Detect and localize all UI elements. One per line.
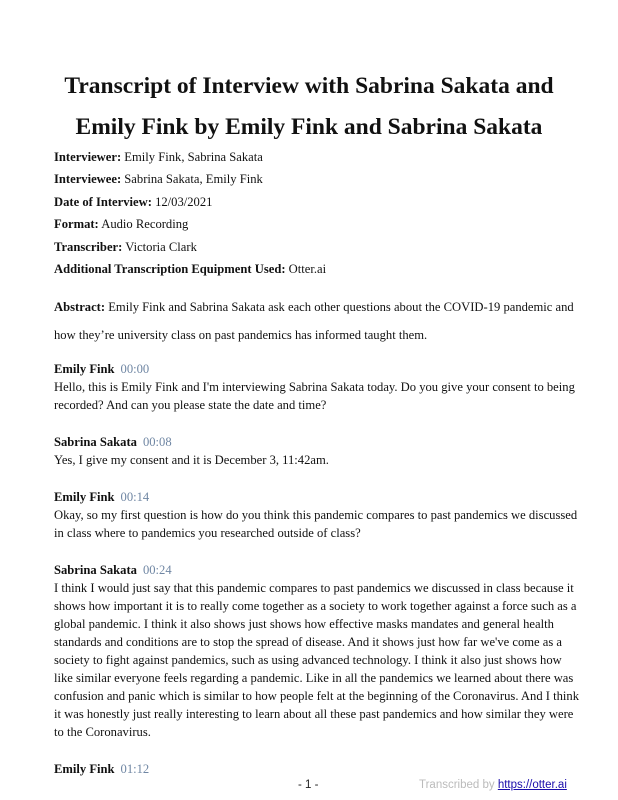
abstract <box>54 293 584 349</box>
utterance-line: Okay, so my first question is how do you think this pandemic compares to past pandemics we discussed <box>54 508 578 522</box>
speaker-name: Sabrina Sakata <box>54 435 137 449</box>
utterance-line: in class where to pandemics you researched outside of class? <box>54 526 361 540</box>
metadata-value: Otter.ai <box>288 261 327 276</box>
speaker-line <box>54 433 584 451</box>
metadata-value: Victoria Clark <box>125 239 197 254</box>
utterance-line: confusion and panic which is similar to how people felt at the beginning of the Coronavirus. And I think <box>54 689 579 703</box>
timestamp: 00:14 <box>120 490 150 504</box>
metadata-label: Format: <box>54 217 99 232</box>
document-title <box>0 66 618 148</box>
metadata-label: Additional Transcription Equipment Used: <box>54 261 286 276</box>
transcript-entry <box>54 360 584 414</box>
metadata-value: Emily Fink, Sabrina Sakata <box>124 150 263 164</box>
title-line: Emily Fink by Emily Fink and Sabrina Sakata <box>75 114 543 140</box>
utterance-line: I think I would just say that this pandemic compares to past pandemics we discussed in class because it <box>54 581 574 595</box>
page-number: - 1 - <box>298 779 319 791</box>
speaker-name: Sabrina Sakata <box>54 563 137 577</box>
timestamp: 00:24 <box>142 563 172 577</box>
speaker-name: Emily Fink <box>54 762 115 776</box>
metadata-label: Interviewee: <box>54 172 122 187</box>
metadata-row <box>54 170 326 192</box>
abstract-text: Emily Fink and Sabrina Sakata ask each other questions about the COVID-19 pandemic and how they’re university class on past pandemics has informed taught them. <box>54 300 574 342</box>
utterance-line: it was honestly just really interesting to learn about all these past pandemics and how similar they were <box>54 707 574 721</box>
metadata-row <box>54 260 326 282</box>
metadata-value: Sabrina Sakata, Emily Fink <box>124 172 263 187</box>
metadata-value: Audio Recording <box>101 217 189 232</box>
metadata-label: Date of Interview: <box>54 194 152 209</box>
timestamp: 01:12 <box>120 762 150 776</box>
speaker-line <box>54 488 584 506</box>
abstract-label: Abstract: <box>54 300 106 314</box>
title-line: Transcript of Interview with Sabrina Sakata and <box>64 73 554 99</box>
transcript-entry <box>54 433 584 469</box>
transcript <box>54 360 584 797</box>
otter-link[interactable]: https://otter.ai <box>497 779 567 791</box>
metadata-row <box>54 148 326 170</box>
metadata-label: Transcriber: <box>54 239 123 254</box>
metadata-row <box>54 215 326 237</box>
metadata-row <box>54 238 326 260</box>
metadata-row <box>54 193 326 215</box>
utterance-line: to the Coronavirus. <box>54 725 151 739</box>
utterance-line: Hello, this is Emily Fink and I'm interviewing Sabrina Sakata today. Do you give your consent to being <box>54 380 575 394</box>
speaker-line <box>54 760 584 778</box>
utterance-line: shows how important it is to really come together as a society to work together against a force such as a <box>54 599 577 613</box>
metadata-value: 12/03/2021 <box>155 194 213 209</box>
speaker-line <box>54 360 584 378</box>
metadata-label: Interviewer: <box>54 150 122 164</box>
utterance-line: society to fight against pandemics, such as using advanced technology. I think it also just shows how <box>54 653 562 667</box>
speaker-line <box>54 561 584 579</box>
credit-text: Transcribed by <box>419 779 498 791</box>
speaker-name: Emily Fink <box>54 362 115 376</box>
speaker-name: Emily Fink <box>54 490 115 504</box>
transcript-entry <box>54 760 584 778</box>
utterance-line: recorded? And can you please state the date and time? <box>54 398 327 412</box>
transcript-entry <box>54 561 584 741</box>
timestamp: 00:08 <box>142 435 172 449</box>
timestamp: 00:00 <box>120 362 150 376</box>
interview-metadata <box>54 148 326 282</box>
utterance-line: standards and conditions are to stop the spread of disease. And it shows just how far we've come as a <box>54 635 562 649</box>
utterance-line: Yes, I give my consent and it is December 3, 11:42am. <box>54 453 329 467</box>
transcription-credit <box>419 779 567 791</box>
utterance-line: global pandemic. I think it also shows just shows how effective masks mandates and general health <box>54 617 554 631</box>
transcript-entry <box>54 488 584 542</box>
utterance-line: like similar everyone feels regarding a pandemic. Like in all the pandemics we learned about there was <box>54 671 574 685</box>
